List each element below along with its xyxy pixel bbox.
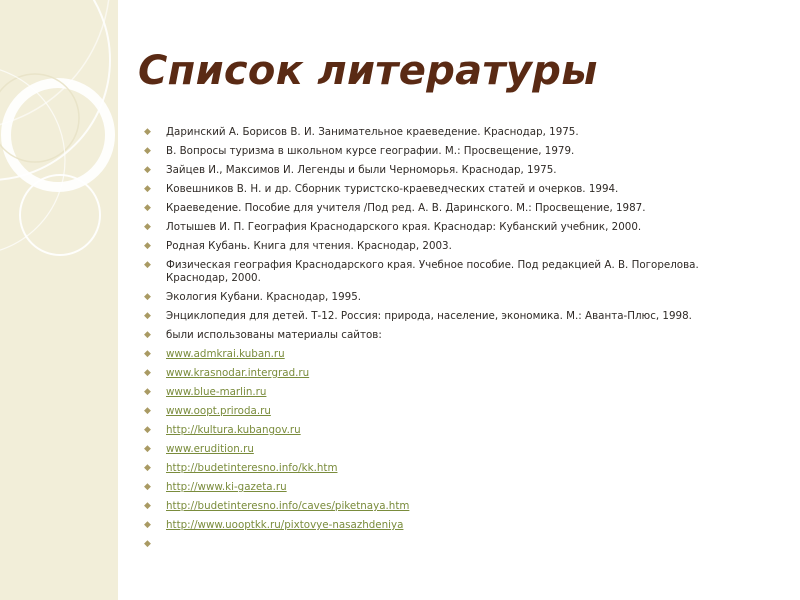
reference-link-item bbox=[144, 424, 764, 437]
reference-link-item bbox=[144, 348, 764, 361]
reference-link-item bbox=[144, 443, 764, 456]
bullet-icon: ◆ bbox=[144, 330, 151, 340]
reference-text: Даринский А. Борисов В. И. Занимательное краеведение. Краснодар, 1975. bbox=[166, 126, 579, 138]
reference-item bbox=[144, 183, 764, 196]
decorative-circles bbox=[0, 0, 118, 600]
bullet-icon: ◆ bbox=[144, 165, 151, 175]
reference-text: Ковешников В. Н. и др. Сборник туристско-краеведческих статей и очерков. 1994. bbox=[166, 183, 619, 195]
reference-item bbox=[144, 202, 764, 215]
reference-link-item bbox=[144, 405, 764, 418]
bullet-icon: ◆ bbox=[144, 482, 151, 492]
bullet-icon: ◆ bbox=[144, 520, 151, 530]
reference-item bbox=[144, 126, 764, 139]
reference-item bbox=[144, 259, 764, 285]
bullet-icon: ◆ bbox=[144, 146, 151, 156]
bullet-icon: ◆ bbox=[144, 349, 151, 359]
reference-list bbox=[144, 126, 764, 549]
reference-item bbox=[144, 291, 764, 304]
reference-text: Краеведение. Пособие для учителя /Под ред. А. В. Даринского. М.: Просвещение, 1987. bbox=[166, 202, 646, 214]
reference-text: Экология Кубани. Краснодар, 1995. bbox=[166, 291, 362, 303]
bullet-icon: ◆ bbox=[144, 184, 151, 194]
bullet-icon: ◆ bbox=[144, 425, 151, 435]
reference-text: Лотышев И. П. География Краснодарского края. Краснодар: Кубанский учебник, 2000. bbox=[166, 221, 642, 233]
reference-link-item bbox=[144, 500, 764, 513]
reference-item bbox=[144, 145, 764, 158]
reference-link-item bbox=[144, 519, 764, 532]
bullet-icon: ◆ bbox=[144, 539, 151, 549]
reference-text: Физическая география Краснодарского края. Учебное пособие. Под редакцией А. В. Погорелова. Краснодар, 2000. bbox=[166, 259, 699, 284]
reference-link[interactable]: www.krasnodar.intergrad.ru bbox=[166, 367, 310, 379]
reference-link[interactable]: http://budetinteresno.info/caves/piketnaya.htm bbox=[166, 500, 410, 512]
reference-link[interactable]: www.blue-marlin.ru bbox=[166, 386, 267, 398]
reference-text: Родная Кубань. Книга для чтения. Краснодар, 2003. bbox=[166, 240, 452, 252]
reference-link[interactable]: http://www.uooptkk.ru/pixtovye-nasazhdeniya bbox=[166, 519, 404, 531]
reference-link-item bbox=[144, 386, 764, 399]
reference-link-item bbox=[144, 462, 764, 475]
reference-link-item bbox=[144, 367, 764, 380]
reference-item bbox=[144, 240, 764, 253]
reference-link-item bbox=[144, 481, 764, 494]
bullet-icon: ◆ bbox=[144, 241, 151, 251]
reference-item bbox=[144, 164, 764, 177]
reference-link[interactable]: http://kultura.kubangov.ru bbox=[166, 424, 301, 436]
reference-link[interactable]: http://budetinteresno.info/kk.htm bbox=[166, 462, 338, 474]
reference-text: Зайцев И., Максимов И. Легенды и были Черноморья. Краснодар, 1975. bbox=[166, 164, 557, 176]
reference-item bbox=[144, 310, 764, 323]
slide-title: Список литературы bbox=[138, 48, 598, 94]
reference-link[interactable]: www.erudition.ru bbox=[166, 443, 254, 455]
bullet-icon: ◆ bbox=[144, 368, 151, 378]
bullet-icon: ◆ bbox=[144, 203, 151, 213]
reference-link[interactable]: http://www.ki-gazeta.ru bbox=[166, 481, 287, 493]
bullet-icon: ◆ bbox=[144, 463, 151, 473]
reference-text: В. Вопросы туризма в школьном курсе географии. М.: Просвещение, 1979. bbox=[166, 145, 575, 157]
bullet-icon: ◆ bbox=[144, 260, 151, 270]
reference-text: Энциклопедия для детей. Т-12. Россия: природа, население, экономика. М.: Аванта-Плюс, 1998. bbox=[166, 310, 692, 322]
reference-link[interactable]: www.oopt.priroda.ru bbox=[166, 405, 271, 417]
reference-item bbox=[144, 221, 764, 234]
bullet-icon: ◆ bbox=[144, 292, 151, 302]
bullet-icon: ◆ bbox=[144, 387, 151, 397]
bullet-icon: ◆ bbox=[144, 444, 151, 454]
reference-text: были использованы материалы сайтов: bbox=[166, 329, 382, 341]
reference-item bbox=[144, 329, 764, 342]
reference-link[interactable]: www.admkrai.kuban.ru bbox=[166, 348, 285, 360]
bullet-icon: ◆ bbox=[144, 311, 151, 321]
decorative-side-panel bbox=[0, 0, 118, 600]
bullet-icon: ◆ bbox=[144, 501, 151, 511]
bullet-icon: ◆ bbox=[144, 222, 151, 232]
bullet-icon: ◆ bbox=[144, 406, 151, 416]
bullet-icon: ◆ bbox=[144, 127, 151, 137]
